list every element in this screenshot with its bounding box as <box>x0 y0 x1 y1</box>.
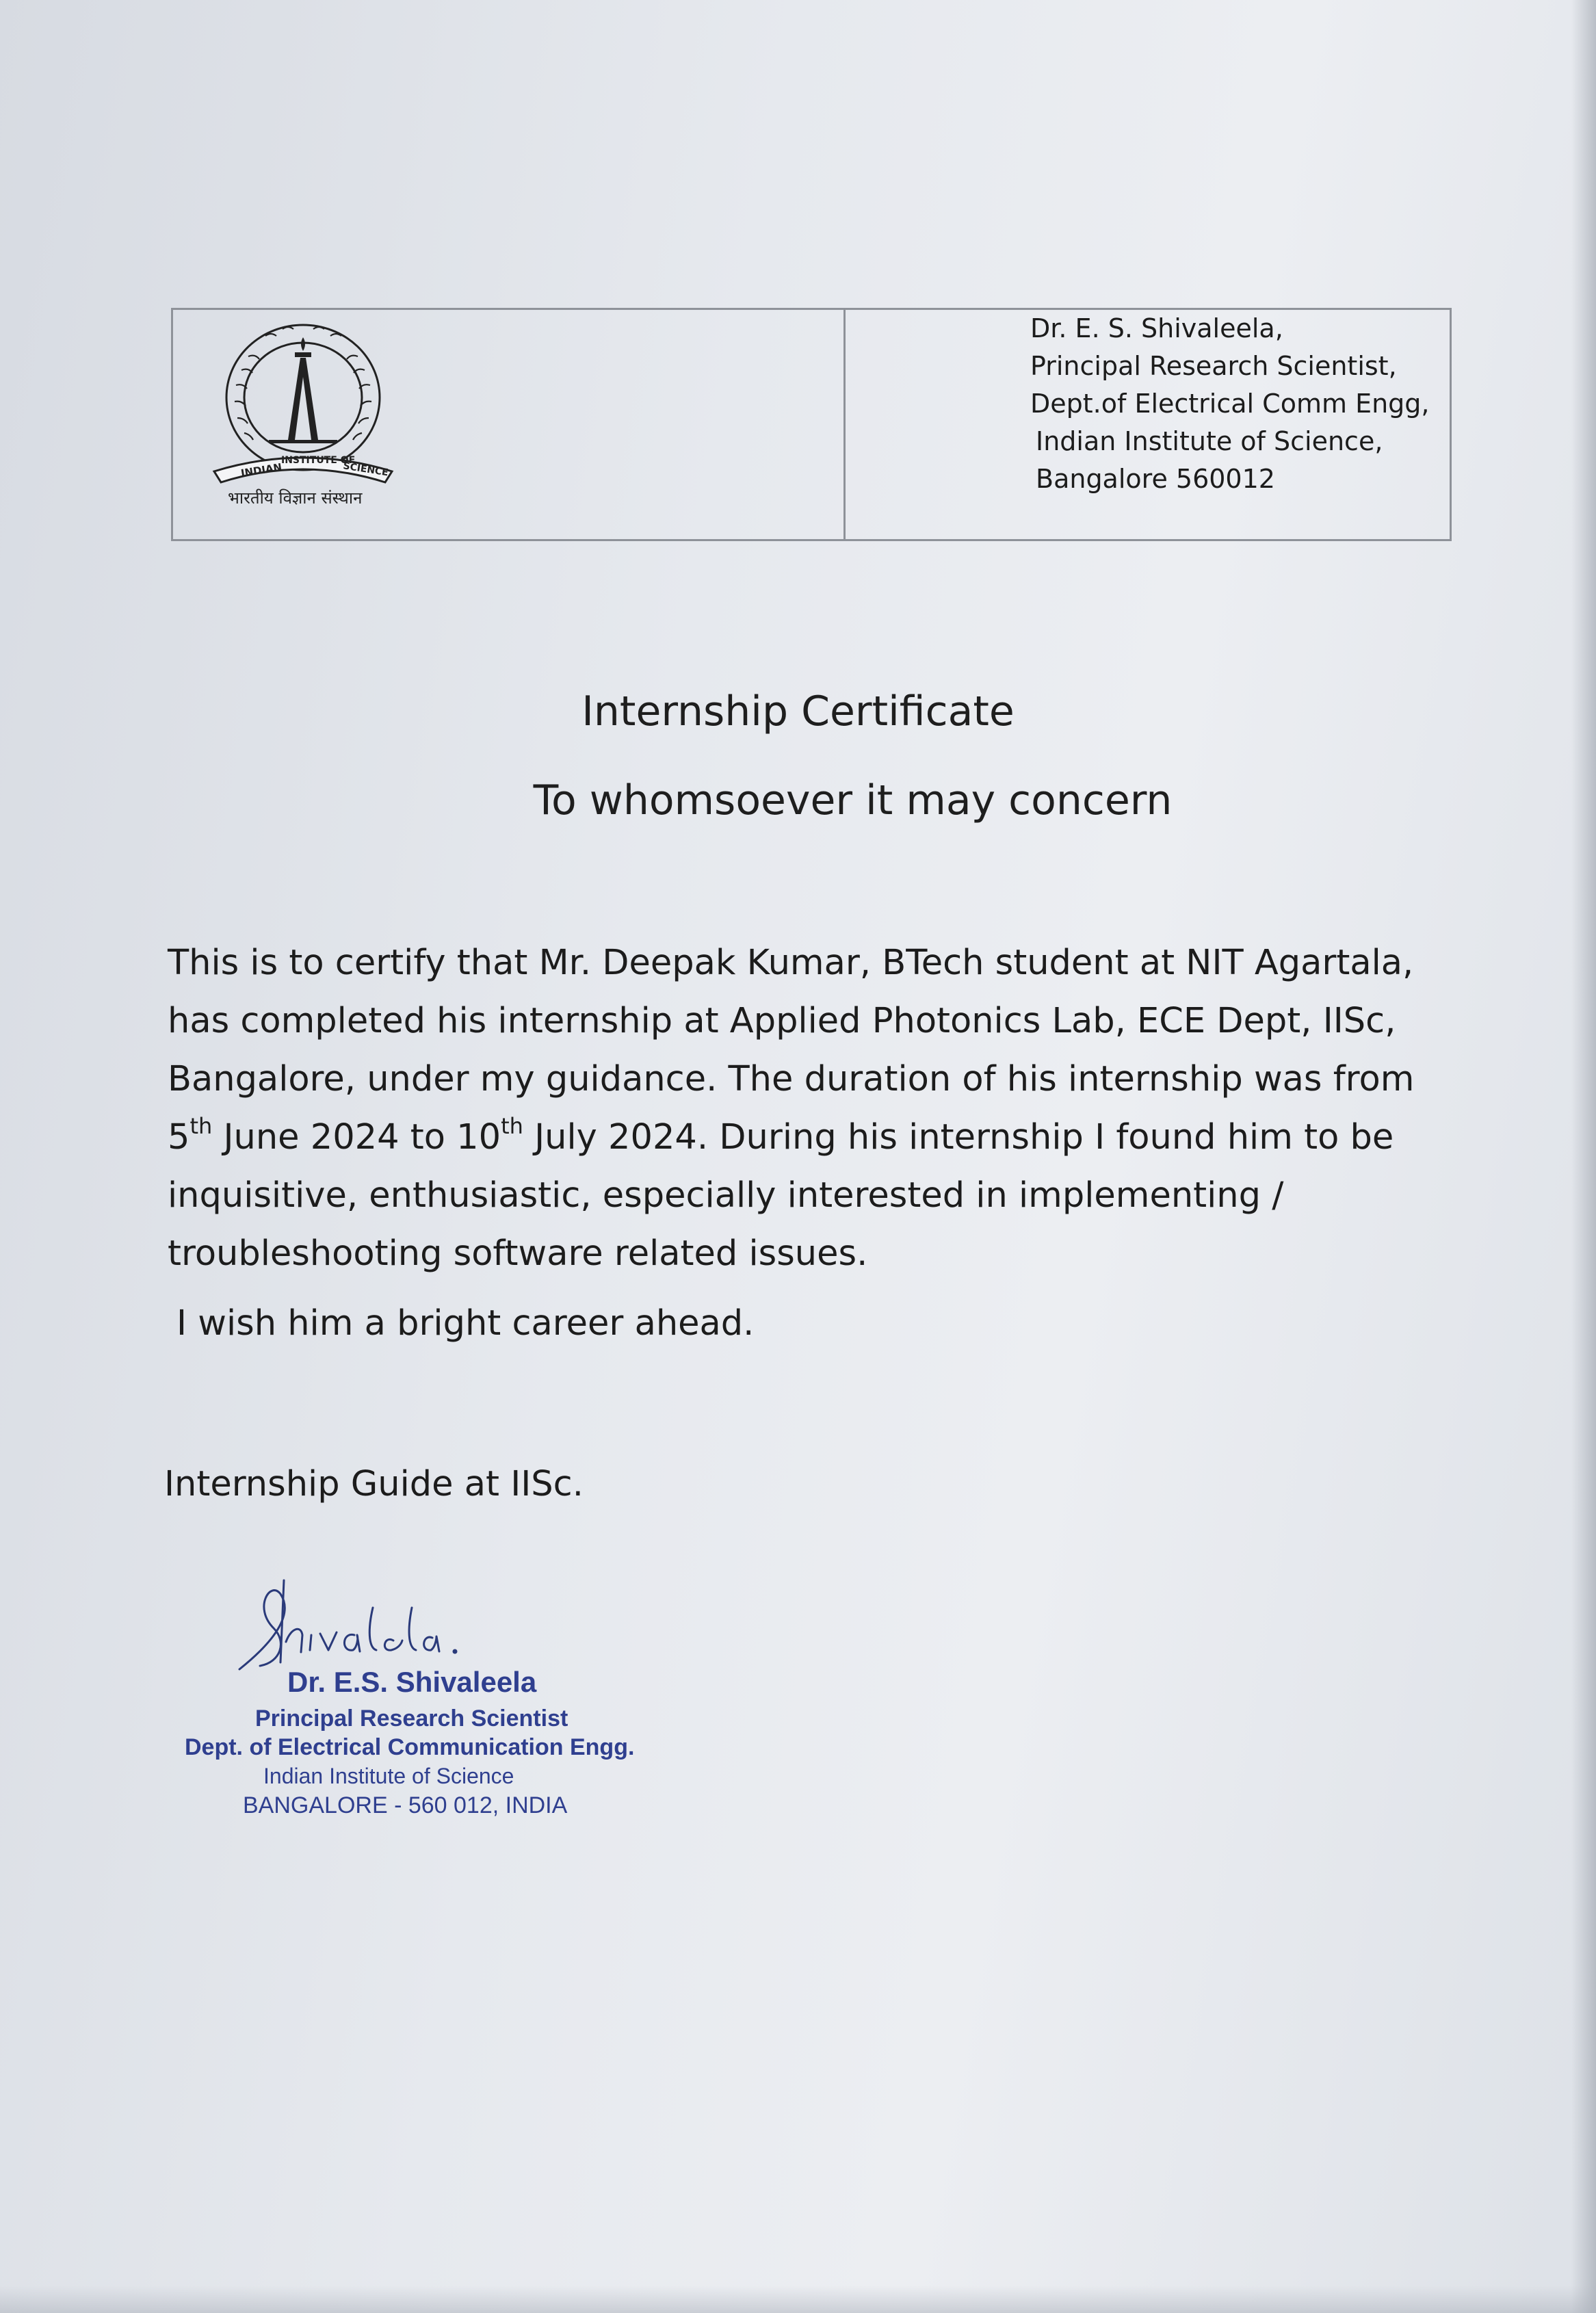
body-line-3: Bangalore, under my guidance. The duration of his internship was from <box>168 1059 1415 1099</box>
body-line-6: troubleshooting software related issues. <box>168 1233 868 1274</box>
body-line-4-end: July 2024. During his internship I found him to be <box>523 1117 1394 1158</box>
certificate-title: Internship Certificate <box>581 688 1015 735</box>
address-line-city: Bangalore 560012 <box>1036 464 1275 494</box>
stamp-institute: Indian Institute of Science <box>263 1764 514 1788</box>
guide-label: Internship Guide at IISc. <box>164 1464 584 1504</box>
stamp-city: BANGALORE - 560 012, INDIA <box>243 1792 568 1818</box>
end-day-suffix: th <box>501 1113 523 1139</box>
address-line-name: Dr. E. S. Shivaleela, <box>1030 313 1283 343</box>
start-day: 5 <box>168 1117 190 1158</box>
letterhead-address-cell <box>846 310 1450 539</box>
letterhead-logo-cell <box>173 310 846 539</box>
svg-text:INSTITUTE OF: INSTITUTE OF <box>281 455 356 466</box>
body-line-1: This is to certify that Mr. Deepak Kumar, BTech student at NIT Agartala, <box>168 943 1414 983</box>
address-line-title: Principal Research Scientist, <box>1030 351 1397 381</box>
start-day-suffix: th <box>189 1113 213 1139</box>
svg-text:भारतीय विज्ञान संस्थान: भारतीय विज्ञान संस्थान <box>228 488 363 508</box>
address-line-institute: Indian Institute of Science, <box>1036 426 1383 456</box>
svg-text:SCIENCE: SCIENCE <box>342 460 389 479</box>
page-edge-shadow <box>1571 0 1596 2313</box>
body-line-5: inquisitive, enthusiastic, especially interested in implementing / <box>168 1175 1284 1216</box>
body-line-2: has completed his internship at Applied Photonics Lab, ECE Dept, IISc, <box>168 1001 1396 1041</box>
sender-address <box>1030 310 1430 498</box>
closing-wish: I wish him a bright career ahead. <box>176 1303 755 1344</box>
iisc-emblem-icon <box>200 315 406 514</box>
stamp-role: Principal Research Scientist <box>255 1706 568 1732</box>
letterhead-box <box>171 308 1452 541</box>
address-line-dept: Dept.of Electrical Comm Engg, <box>1030 389 1430 419</box>
stamp-dept: Dept. of Electrical Communication Engg. <box>185 1734 635 1760</box>
stamp-name: Dr. E.S. Shivaleela <box>287 1666 537 1698</box>
page-bottom-shadow <box>0 2286 1596 2313</box>
body-line-4 <box>168 1108 1440 1166</box>
svg-text:INDIAN: INDIAN <box>239 460 283 480</box>
salutation: To whomsoever it may concern <box>533 776 1173 824</box>
certificate-body <box>168 934 1440 1283</box>
body-line-4-mid: June 2024 to 10 <box>212 1117 501 1158</box>
